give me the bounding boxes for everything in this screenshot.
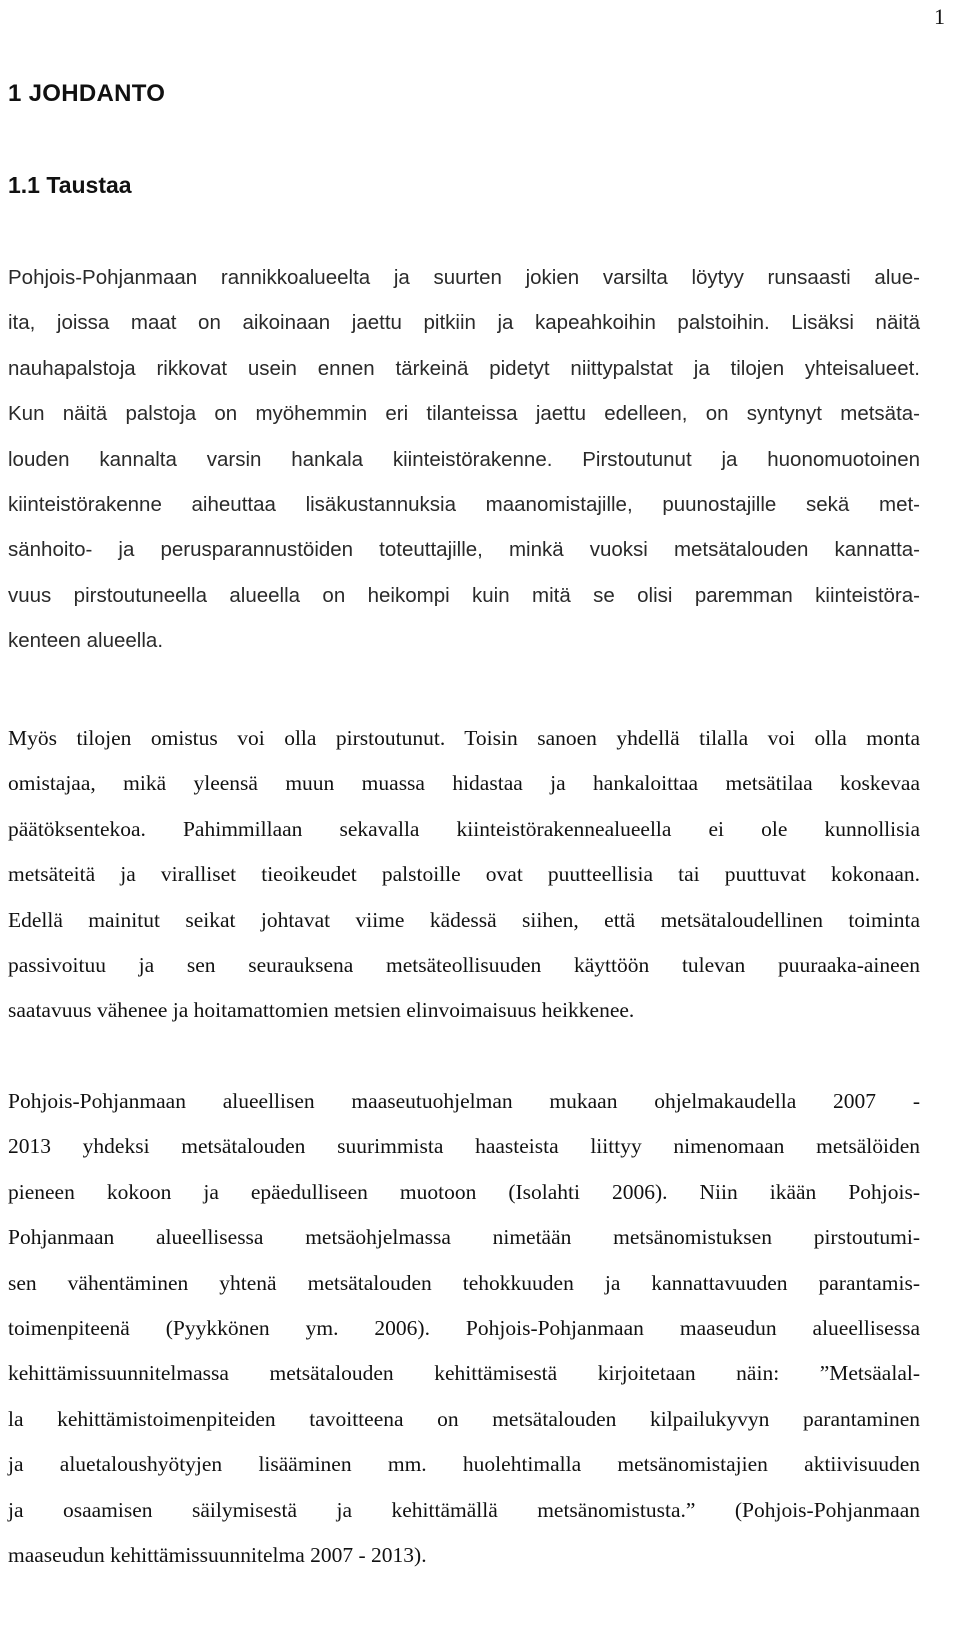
text-line: nauhapalstoja rikkovat usein ennen tärkeinä pidetyt niittypalstat ja tilojen yhteisalueet. <box>8 356 920 380</box>
paragraph-background <box>8 255 920 664</box>
text-line: Pohjois-Pohjanmaan alueellisen maaseutuohjelman mukaan ohjelmakaudella 2007 - <box>8 1089 920 1113</box>
text-line: pieneen kokoon ja epäedulliseen muotoon (Isolahti 2006). Niin ikään Pohjois- <box>8 1179 920 1204</box>
text-line: ja osaamisen säilymisestä ja kehittämällä metsänomistusta.” (Pohjois-Pohjanmaan <box>8 1497 920 1522</box>
text-line: sen vähentäminen yhtenä metsätalouden tehokkuuden ja kannattavuuden parantamis- <box>8 1270 920 1295</box>
text-line: maaseudun kehittämissuunnitelma 2007 - 2013). <box>8 1543 427 1568</box>
text-line: Pohjois-Pohjanmaan rannikkoalueelta ja suurten jokien varsilta löytyy runsaasti alue- <box>8 266 920 289</box>
chapter-heading: 1 JOHDANTO <box>8 80 166 107</box>
text-line: Edellä mainitut seikat johtavat viime kädessä siihen, että metsätaloudellinen toiminta <box>8 907 920 932</box>
text-line: saatavuus vähenee ja hoitamattomien metsien elinvoimaisuus heikkenee. <box>8 998 635 1023</box>
text-line: toimenpiteenä (Pyykkönen ym. 2006). Pohjois-Pohjanmaan maaseudun alueellisessa <box>8 1316 920 1341</box>
text-line: louden kannalta varsin hankala kiinteistörakenne. Pirstoutunut ja huonomuotoinen <box>8 447 920 471</box>
text-line: ita, joissa maat on aikoinaan jaettu pitkiin ja kapeahkoihin palstoihin. Lisäksi näitä <box>8 311 920 335</box>
text-line: Kun näitä palstoja on myöhemmin eri tilanteissa jaettu edelleen, on syntynyt metsäta- <box>8 402 920 426</box>
section-heading: 1.1 Taustaa <box>8 172 132 198</box>
paragraph-ownership <box>8 716 920 1034</box>
text-line: Pohjanmaan alueellisessa metsäohjelmassa nimetään metsänomistuksen pirstoutumi- <box>8 1225 920 1250</box>
text-line: kiinteistörakenne aiheuttaa lisäkustannuksia maanomistajille, puunostajille sekä met- <box>8 493 920 517</box>
text-line: la kehittämistoimenpiteiden tavoitteena on metsätalouden kilpailukyvyn parantaminen <box>8 1406 920 1431</box>
page-number: 1 <box>934 4 945 29</box>
text-line: vuus pirstoutuneella alueella on heikompi kuin mitä se olisi paremman kiinteistöra- <box>8 583 920 607</box>
text-line: 2013 yhdeksi metsätalouden suurimmista haasteista liittyy nimenomaan metsälöiden <box>8 1134 920 1159</box>
text-line: omistajaa, mikä yleensä muun muassa hidastaa ja hankaloittaa metsätilaa koskevaa <box>8 771 920 796</box>
text-line: metsäteitä ja viralliset tieoikeudet palstoille ovat puutteellisia tai puuttuvat kokonaan. <box>8 862 920 887</box>
paragraph-program <box>8 1079 920 1578</box>
text-line: Myös tilojen omistus voi olla pirstoutunut. Toisin sanoen yhdellä tilalla voi olla monta <box>8 726 920 750</box>
text-line: kenteen alueella. <box>8 629 164 653</box>
text-line: sänhoito- ja perusparannustöiden toteuttajille, minkä vuoksi metsätalouden kannatta- <box>8 538 920 562</box>
text-line: passivoituu ja sen seurauksena metsäteollisuuden käyttöön tulevan puuraaka-aineen <box>8 953 920 978</box>
text-line: päätöksentekoa. Pahimmillaan sekavalla kiinteistörakennealueella ei ole kunnollisia <box>8 816 920 841</box>
text-line: kehittämissuunnitelmassa metsätalouden kehittämisestä kirjoitetaan näin: ”Metsäalal- <box>8 1361 920 1386</box>
text-line: ja aluetaloushyötyjen lisääminen mm. huolehtimalla metsänomistajien aktiivisuuden <box>8 1452 920 1477</box>
